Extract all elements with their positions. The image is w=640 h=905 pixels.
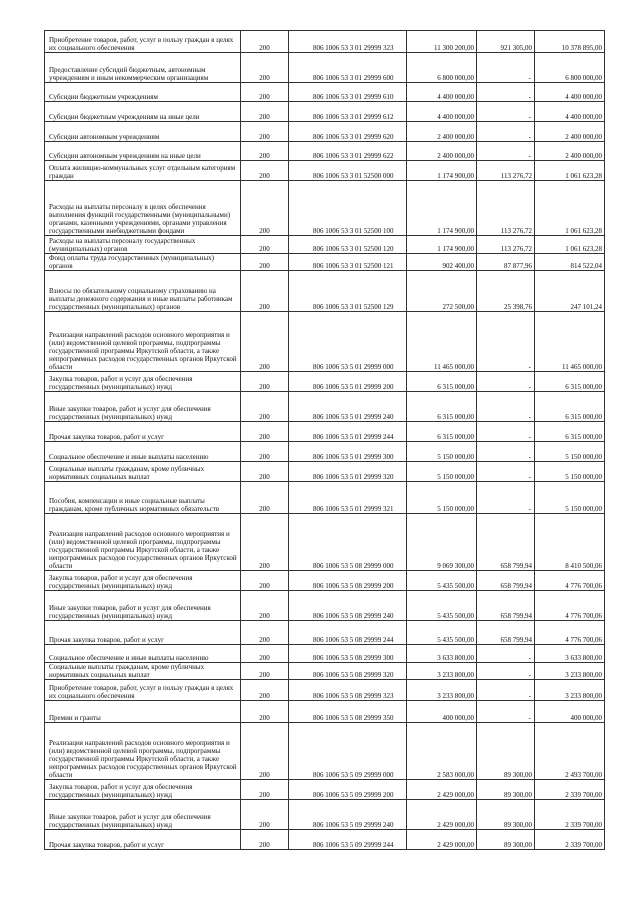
line-code: 200 <box>241 142 289 161</box>
assigned-amount: 272 500,00 <box>407 271 477 312</box>
table-row <box>45 571 605 591</box>
remaining-amount: 11 465 000,00 <box>535 312 605 372</box>
line-code: 200 <box>241 462 289 482</box>
expense-name: Закупка товаров, работ и услуг для обеспечения государственных (муниципальных) нужд <box>45 780 241 800</box>
assigned-amount: 5 435 500,00 <box>407 571 477 591</box>
executed-amount: - <box>477 680 535 701</box>
assigned-amount: 2 583 000,00 <box>407 723 477 780</box>
table-row <box>45 663 605 680</box>
remaining-amount: 6 315 000,00 <box>535 422 605 442</box>
line-code: 200 <box>241 312 289 372</box>
executed-amount: 113 276,72 <box>477 161 535 181</box>
expense-name: Расходы на выплаты персоналу государственных (муниципальных) органов <box>45 236 241 254</box>
expense-name: Пособия, компенсации и иные социальные выплаты гражданам, кроме публичных нормативных обязательств <box>45 482 241 514</box>
remaining-amount: 2 339 700,00 <box>535 830 605 850</box>
remaining-amount: 5 150 000,00 <box>535 462 605 482</box>
executed-amount: - <box>477 53 535 83</box>
assigned-amount: 2 400 000,00 <box>407 142 477 161</box>
budget-classification-code: 806 1006 53 5 09 29999 200 <box>289 780 407 800</box>
table-row <box>45 83 605 102</box>
budget-classification-code: 806 1006 53 3 01 29999 323 <box>289 31 407 53</box>
remaining-amount: 814 522,04 <box>535 254 605 271</box>
remaining-amount: 2 493 700,00 <box>535 723 605 780</box>
assigned-amount: 5 150 000,00 <box>407 462 477 482</box>
budget-classification-code: 806 1006 53 5 09 29999 244 <box>289 830 407 850</box>
line-code: 200 <box>241 83 289 102</box>
executed-amount: - <box>477 122 535 142</box>
assigned-amount: 2 429 000,00 <box>407 780 477 800</box>
line-code: 200 <box>241 236 289 254</box>
budget-classification-code: 806 1006 53 5 01 29999 320 <box>289 462 407 482</box>
remaining-amount: 6 315 000,00 <box>535 372 605 392</box>
budget-classification-code: 806 1006 53 5 08 29999 000 <box>289 514 407 571</box>
expense-name: Прочая закупка товаров, работ и услуг <box>45 422 241 442</box>
executed-amount: 658 799,94 <box>477 591 535 621</box>
remaining-amount: 5 150 000,00 <box>535 442 605 462</box>
table-row <box>45 271 605 312</box>
expense-name: Предоставление субсидий бюджетным, автономным учреждениям и иным некоммерческим организациям <box>45 53 241 83</box>
executed-amount: 89 300,00 <box>477 800 535 830</box>
table-row <box>45 102 605 122</box>
assigned-amount: 5 435 500,00 <box>407 621 477 645</box>
budget-classification-code: 806 1006 53 5 08 29999 350 <box>289 701 407 723</box>
assigned-amount: 6 800 000,00 <box>407 53 477 83</box>
expense-name: Социальные выплаты гражданам, кроме публичных нормативных социальных выплат <box>45 462 241 482</box>
assigned-amount: 11 300 200,00 <box>407 31 477 53</box>
budget-classification-code: 806 1006 53 3 01 52500 121 <box>289 254 407 271</box>
remaining-amount: 5 150 000,00 <box>535 482 605 514</box>
executed-amount: - <box>477 701 535 723</box>
remaining-amount: 6 800 000,00 <box>535 53 605 83</box>
remaining-amount: 2 400 000,00 <box>535 142 605 161</box>
executed-amount: - <box>477 102 535 122</box>
line-code: 200 <box>241 514 289 571</box>
table-row <box>45 701 605 723</box>
executed-amount: 89 300,00 <box>477 830 535 850</box>
remaining-amount: 4 776 700,06 <box>535 591 605 621</box>
line-code: 200 <box>241 571 289 591</box>
line-code: 200 <box>241 723 289 780</box>
executed-amount: - <box>477 83 535 102</box>
expense-name: Субсидии автономным учреждениям <box>45 122 241 142</box>
assigned-amount: 1 174 900,00 <box>407 161 477 181</box>
line-code: 200 <box>241 271 289 312</box>
table-row <box>45 372 605 392</box>
executed-amount: - <box>477 462 535 482</box>
remaining-amount: 4 400 000,00 <box>535 83 605 102</box>
line-code: 200 <box>241 102 289 122</box>
executed-amount: - <box>477 312 535 372</box>
remaining-amount: 6 315 000,00 <box>535 392 605 422</box>
executed-amount: 658 799,94 <box>477 571 535 591</box>
assigned-amount: 400 000,00 <box>407 701 477 723</box>
budget-classification-code: 806 1006 53 3 01 29999 620 <box>289 122 407 142</box>
table-row <box>45 181 605 236</box>
line-code: 200 <box>241 31 289 53</box>
assigned-amount: 11 465 000,00 <box>407 312 477 372</box>
assigned-amount: 902 400,00 <box>407 254 477 271</box>
assigned-amount: 1 174 900,00 <box>407 236 477 254</box>
executed-amount: 25 398,76 <box>477 271 535 312</box>
expense-name: Реализация направлений расходов основного мероприятия и (или) ведомственной целевой программы, подпрограммы государственной программы Иркутской области, а также непрограммных расходов государственных органов Иркутской области <box>45 312 241 372</box>
executed-amount: - <box>477 392 535 422</box>
budget-classification-code: 806 1006 53 3 01 29999 612 <box>289 102 407 122</box>
table-row <box>45 514 605 571</box>
line-code: 200 <box>241 621 289 645</box>
expense-name: Закупка товаров, работ и услуг для обеспечения государственных (муниципальных) нужд <box>45 372 241 392</box>
executed-amount: 658 799,94 <box>477 621 535 645</box>
table-row <box>45 800 605 830</box>
expense-name: Субсидии бюджетным учреждениям <box>45 83 241 102</box>
table-row <box>45 236 605 254</box>
line-code: 200 <box>241 482 289 514</box>
line-code: 200 <box>241 254 289 271</box>
remaining-amount: 3 233 800,00 <box>535 680 605 701</box>
budget-classification-code: 806 1006 53 3 01 29999 622 <box>289 142 407 161</box>
executed-amount: - <box>477 482 535 514</box>
budget-classification-code: 806 1006 53 3 01 29999 600 <box>289 53 407 83</box>
executed-amount: - <box>477 645 535 663</box>
table-row <box>45 680 605 701</box>
executed-amount: 113 276,72 <box>477 181 535 236</box>
assigned-amount: 6 315 000,00 <box>407 372 477 392</box>
budget-table <box>44 30 605 850</box>
expense-name: Реализация направлений расходов основного мероприятия и (или) ведомственной целевой программы, подпрограммы государственной программы Иркутской области, а также непрограммных расходов государственных органов Иркутской области <box>45 723 241 780</box>
budget-execution-sheet <box>44 30 604 850</box>
table-row <box>45 462 605 482</box>
budget-classification-code: 806 1006 53 5 08 29999 323 <box>289 680 407 701</box>
table-row <box>45 442 605 462</box>
assigned-amount: 5 150 000,00 <box>407 442 477 462</box>
assigned-amount: 3 233 800,00 <box>407 663 477 680</box>
expense-name: Оплата жилищно-коммунальных услуг отдельным категориям граждан <box>45 161 241 181</box>
remaining-amount: 247 101,24 <box>535 271 605 312</box>
line-code: 200 <box>241 372 289 392</box>
remaining-amount: 1 061 623,28 <box>535 236 605 254</box>
assigned-amount: 6 315 000,00 <box>407 422 477 442</box>
assigned-amount: 1 174 900,00 <box>407 181 477 236</box>
executed-amount: - <box>477 142 535 161</box>
budget-classification-code: 806 1006 53 3 01 29999 610 <box>289 83 407 102</box>
assigned-amount: 2 429 000,00 <box>407 800 477 830</box>
budget-classification-code: 806 1006 53 3 01 52500 129 <box>289 271 407 312</box>
expense-name: Закупка товаров, работ и услуг для обеспечения государственных (муниципальных) нужд <box>45 571 241 591</box>
table-row <box>45 482 605 514</box>
expense-name: Приобретение товаров, работ, услуг в пользу граждан в целях их социального обеспечения <box>45 31 241 53</box>
table-row <box>45 53 605 83</box>
remaining-amount: 8 410 500,06 <box>535 514 605 571</box>
budget-classification-code: 806 1006 53 5 09 29999 240 <box>289 800 407 830</box>
table-row <box>45 312 605 372</box>
remaining-amount: 3 233 800,00 <box>535 663 605 680</box>
budget-classification-code: 806 1006 53 5 09 29999 000 <box>289 723 407 780</box>
remaining-amount: 4 776 700,06 <box>535 571 605 591</box>
assigned-amount: 4 400 000,00 <box>407 102 477 122</box>
line-code: 200 <box>241 680 289 701</box>
budget-classification-code: 806 1006 53 5 08 29999 240 <box>289 591 407 621</box>
assigned-amount: 3 233 800,00 <box>407 680 477 701</box>
line-code: 200 <box>241 422 289 442</box>
budget-classification-code: 806 1006 53 5 01 29999 300 <box>289 442 407 462</box>
assigned-amount: 2 429 000,00 <box>407 830 477 850</box>
budget-classification-code: 806 1006 53 5 01 29999 000 <box>289 312 407 372</box>
budget-classification-code: 806 1006 53 5 08 29999 300 <box>289 645 407 663</box>
executed-amount: 89 300,00 <box>477 780 535 800</box>
expense-name: Иные закупки товаров, работ и услуг для обеспечения государственных (муниципальных) нужд <box>45 800 241 830</box>
budget-classification-code: 806 1006 53 5 01 29999 200 <box>289 372 407 392</box>
line-code: 200 <box>241 780 289 800</box>
remaining-amount: 2 339 700,00 <box>535 780 605 800</box>
expense-name: Иные закупки товаров, работ и услуг для обеспечения государственных (муниципальных) нужд <box>45 591 241 621</box>
remaining-amount: 3 633 800,00 <box>535 645 605 663</box>
line-code: 200 <box>241 122 289 142</box>
table-row <box>45 142 605 161</box>
table-row <box>45 161 605 181</box>
budget-classification-code: 806 1006 53 3 01 52500 100 <box>289 181 407 236</box>
table-row <box>45 780 605 800</box>
table-row <box>45 591 605 621</box>
line-code: 200 <box>241 591 289 621</box>
remaining-amount: 2 339 700,00 <box>535 800 605 830</box>
expense-name: Взносы по обязательному социальному страхованию на выплаты денежного содержания и иные выплаты работникам государственных (муниципальных) органов <box>45 271 241 312</box>
budget-classification-code: 806 1006 53 5 08 29999 244 <box>289 621 407 645</box>
executed-amount: 658 799,94 <box>477 514 535 571</box>
assigned-amount: 4 400 000,00 <box>407 83 477 102</box>
line-code: 200 <box>241 181 289 236</box>
table-row <box>45 122 605 142</box>
line-code: 200 <box>241 392 289 422</box>
budget-classification-code: 806 1006 53 5 08 29999 320 <box>289 663 407 680</box>
executed-amount: 87 877,96 <box>477 254 535 271</box>
line-code: 200 <box>241 663 289 680</box>
line-code: 200 <box>241 830 289 850</box>
budget-table-body <box>45 31 605 850</box>
table-row <box>45 392 605 422</box>
line-code: 200 <box>241 53 289 83</box>
line-code: 200 <box>241 701 289 723</box>
expense-name: Субсидии бюджетным учреждениям на иные цели <box>45 102 241 122</box>
expense-name: Иные закупки товаров, работ и услуг для обеспечения государственных (муниципальных) нужд <box>45 392 241 422</box>
table-row <box>45 645 605 663</box>
table-row <box>45 723 605 780</box>
table-row <box>45 31 605 53</box>
budget-classification-code: 806 1006 53 5 01 29999 240 <box>289 392 407 422</box>
line-code: 200 <box>241 161 289 181</box>
budget-classification-code: 806 1006 53 5 01 29999 321 <box>289 482 407 514</box>
line-code: 200 <box>241 645 289 663</box>
expense-name: Премии и гранты <box>45 701 241 723</box>
line-code: 200 <box>241 800 289 830</box>
remaining-amount: 10 378 895,00 <box>535 31 605 53</box>
executed-amount: - <box>477 372 535 392</box>
assigned-amount: 2 400 000,00 <box>407 122 477 142</box>
assigned-amount: 9 069 300,00 <box>407 514 477 571</box>
executed-amount: 113 276,72 <box>477 236 535 254</box>
executed-amount: 89 300,00 <box>477 723 535 780</box>
line-code: 200 <box>241 442 289 462</box>
remaining-amount: 1 061 623,28 <box>535 161 605 181</box>
remaining-amount: 4 400 000,00 <box>535 102 605 122</box>
budget-classification-code: 806 1006 53 5 08 29999 200 <box>289 571 407 591</box>
assigned-amount: 3 633 800,00 <box>407 645 477 663</box>
budget-classification-code: 806 1006 53 3 01 52500 120 <box>289 236 407 254</box>
remaining-amount: 2 400 000,00 <box>535 122 605 142</box>
executed-amount: 921 305,00 <box>477 31 535 53</box>
expense-name: Прочая закупка товаров, работ и услуг <box>45 830 241 850</box>
executed-amount: - <box>477 442 535 462</box>
remaining-amount: 1 061 623,28 <box>535 181 605 236</box>
remaining-amount: 400 000,00 <box>535 701 605 723</box>
assigned-amount: 5 150 000,00 <box>407 482 477 514</box>
expense-name: Фонд оплаты труда государственных (муниципальных) органов <box>45 254 241 271</box>
expense-name: Субсидии автономным учреждениям на иные цели <box>45 142 241 161</box>
expense-name: Реализация направлений расходов основного мероприятия и (или) ведомственной целевой программы, подпрограммы государственной программы Иркутской области, а также непрограммных расходов государственных органов Иркутской области <box>45 514 241 571</box>
table-row <box>45 621 605 645</box>
expense-name: Социальное обеспечение и иные выплаты населению <box>45 645 241 663</box>
table-row <box>45 830 605 850</box>
executed-amount: - <box>477 422 535 442</box>
expense-name: Социальные выплаты гражданам, кроме публичных нормативных социальных выплат <box>45 663 241 680</box>
assigned-amount: 6 315 000,00 <box>407 392 477 422</box>
assigned-amount: 5 435 500,00 <box>407 591 477 621</box>
executed-amount: - <box>477 663 535 680</box>
expense-name: Социальное обеспечение и иные выплаты населению <box>45 442 241 462</box>
expense-name: Расходы на выплаты персоналу в целях обеспечения выполнения функций государственными (муниципальными) органами, казенными учреждениями, органами управления государственными внебюджетными фондами <box>45 181 241 236</box>
expense-name: Прочая закупка товаров, работ и услуг <box>45 621 241 645</box>
table-row <box>45 422 605 442</box>
remaining-amount: 4 776 700,06 <box>535 621 605 645</box>
expense-name: Приобретение товаров, работ, услуг в пользу граждан в целях их социального обеспечения <box>45 680 241 701</box>
budget-classification-code: 806 1006 53 5 01 29999 244 <box>289 422 407 442</box>
table-row <box>45 254 605 271</box>
budget-classification-code: 806 1006 53 3 01 52500 000 <box>289 161 407 181</box>
